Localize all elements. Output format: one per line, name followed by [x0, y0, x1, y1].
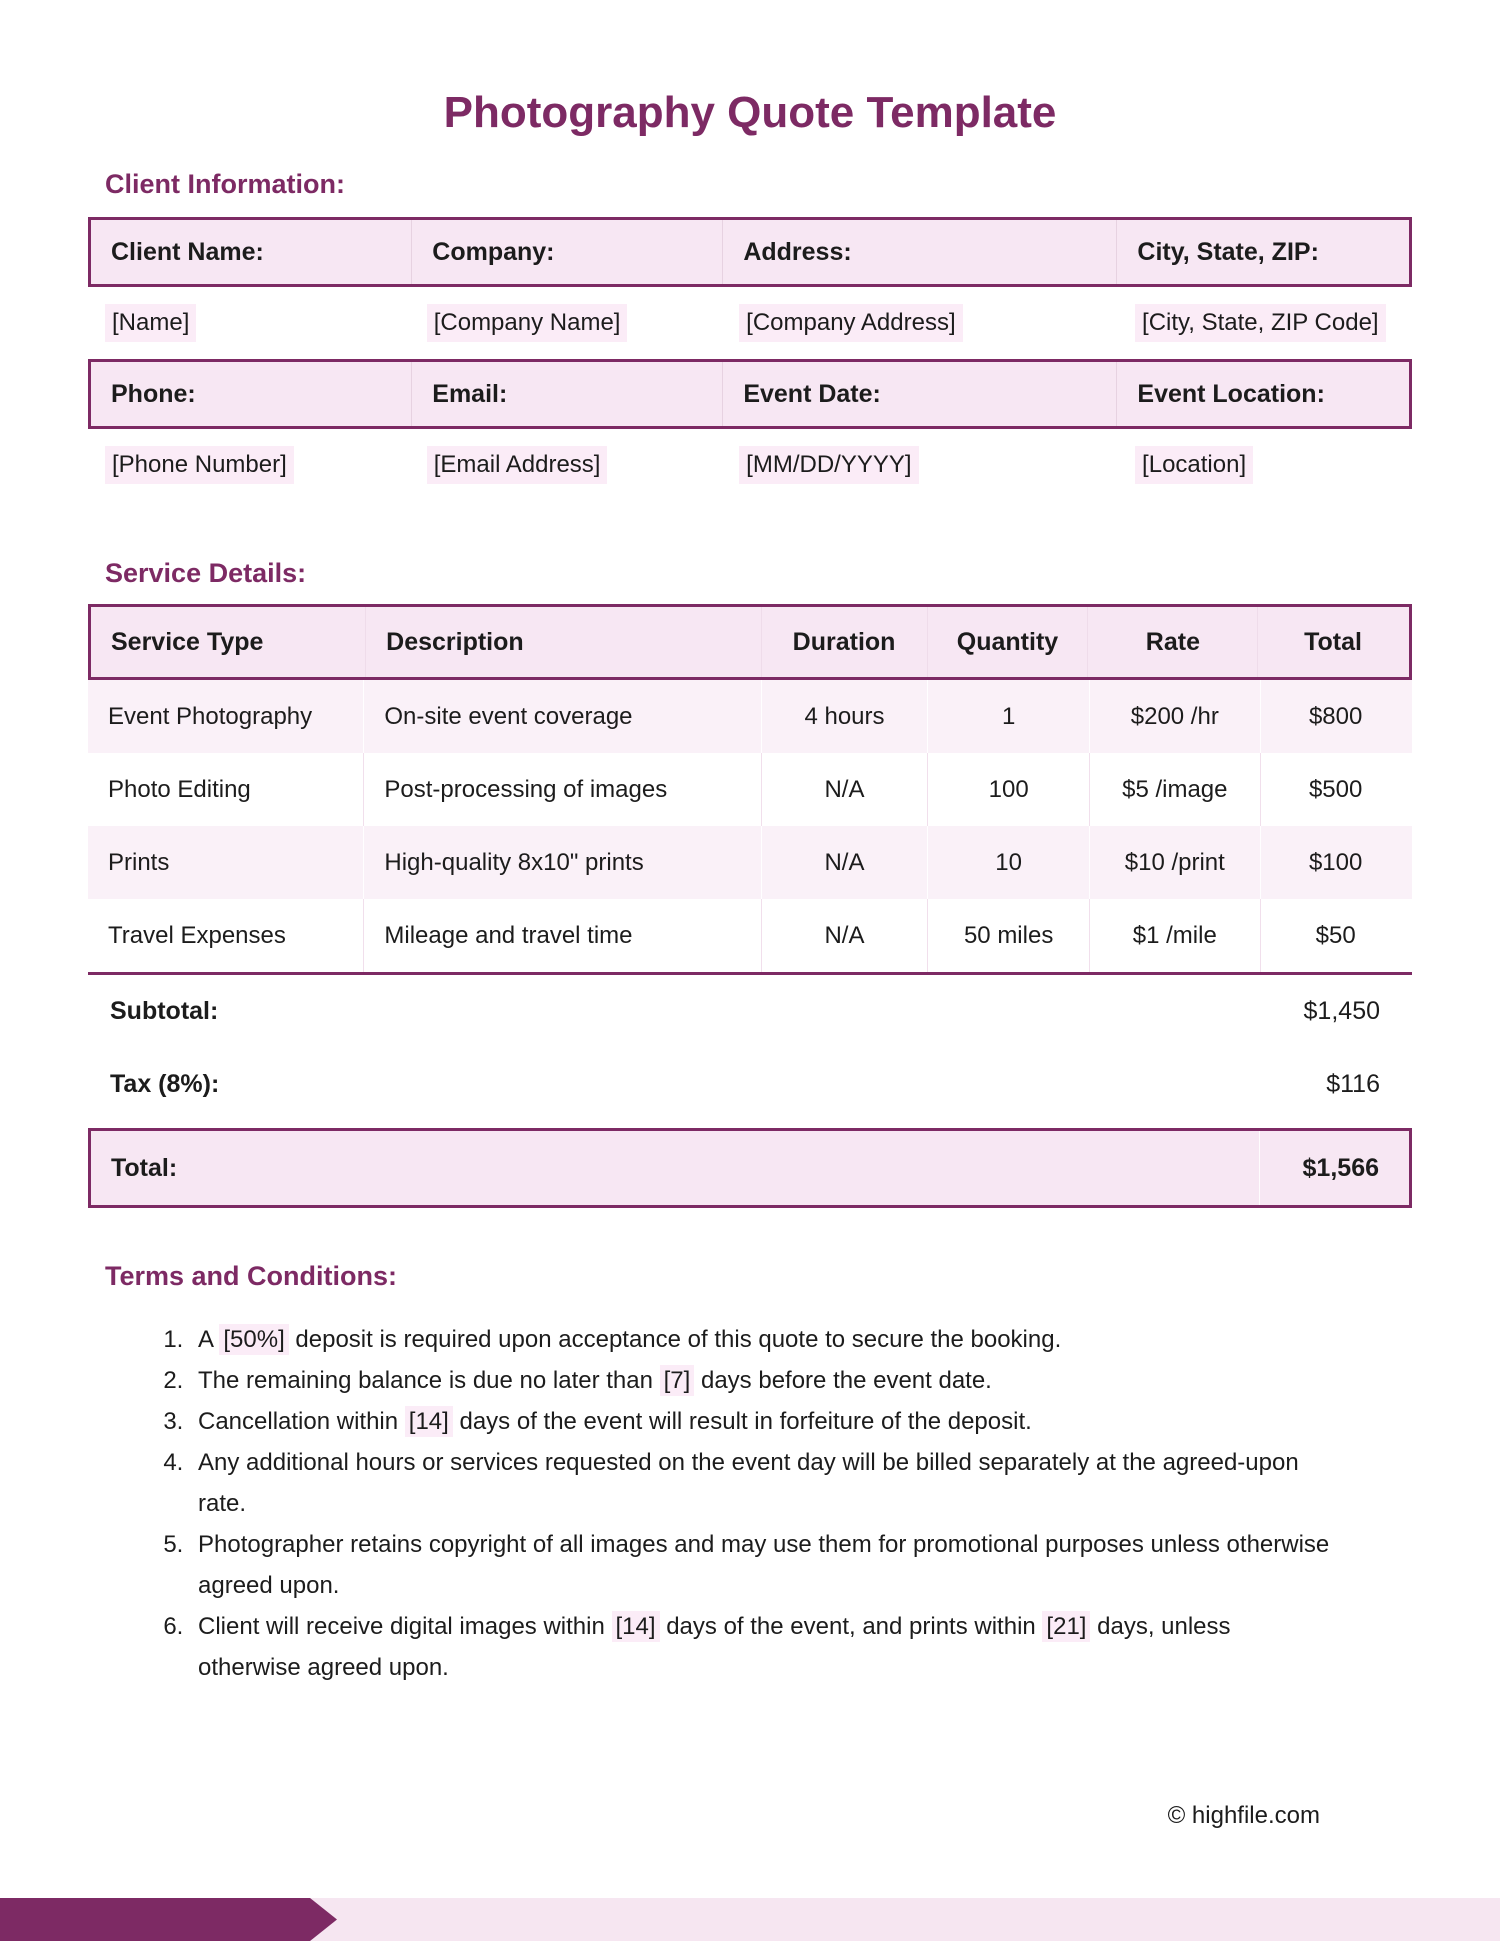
service-column-header: Rate	[1087, 607, 1257, 677]
client-info-heading: Client Information:	[105, 169, 345, 199]
service-cell: $10 /print	[1089, 826, 1260, 899]
terms-text: days of the event will result in forfeiture of the deposit.	[452, 1408, 1032, 1435]
service-cell: Mileage and travel time	[363, 899, 760, 972]
service-cell: 50 miles	[927, 899, 1089, 972]
service-column-header: Total	[1257, 607, 1407, 677]
placeholder-token: [21]	[1042, 1611, 1090, 1642]
total-value: $1,566	[1259, 1131, 1409, 1205]
service-cell: $500	[1260, 753, 1411, 826]
service-cell: 10	[927, 826, 1089, 899]
tax-label: Tax (8%):	[110, 1070, 220, 1098]
service-cell: $1 /mile	[1089, 899, 1260, 972]
service-cell: N/A	[761, 826, 928, 899]
client-info-value-cell	[88, 429, 410, 501]
service-row-2	[88, 753, 1412, 826]
terms-text: Cancellation within	[198, 1408, 405, 1435]
client-info-header-cell: Email:	[411, 362, 722, 426]
placeholder-value: [City, State, ZIP Code]	[1135, 304, 1386, 342]
client-info-header-cell: Client Name:	[111, 237, 264, 266]
terms-text: The remaining balance is due no later than	[198, 1367, 660, 1394]
service-cell: 1	[927, 680, 1089, 753]
client-info-table	[88, 217, 1412, 501]
terms-text: Client will receive digital images within	[198, 1613, 612, 1640]
client-info-value-row-2	[88, 429, 1412, 501]
service-details-heading: Service Details:	[105, 558, 307, 588]
service-row-1	[88, 680, 1412, 753]
client-info-header-row-2	[88, 359, 1412, 429]
client-info-header-cell: Event Date:	[722, 362, 1116, 426]
service-cell: 4 hours	[761, 680, 928, 753]
service-cell: High-quality 8x10" prints	[363, 826, 760, 899]
client-info-header-cell: Company:	[411, 220, 722, 284]
service-cell: $800	[1260, 680, 1411, 753]
client-info-header-cell: Phone:	[111, 379, 196, 408]
terms-item-6	[190, 1606, 1338, 1688]
placeholder-token: [14]	[405, 1406, 453, 1437]
service-cell: $100	[1260, 826, 1411, 899]
service-row-3	[88, 826, 1412, 899]
placeholder-value: [Location]	[1135, 446, 1253, 484]
terms-item-2	[190, 1360, 1338, 1401]
placeholder-value: [Email Address]	[427, 446, 608, 484]
service-cell: $200 /hr	[1089, 680, 1260, 753]
service-row-4	[88, 899, 1412, 972]
page-title: Photography Quote Template	[443, 88, 1057, 137]
placeholder-value: [MM/DD/YYYY]	[739, 446, 918, 484]
terms-list	[88, 1319, 1338, 1688]
service-column-header: Duration	[761, 607, 927, 677]
placeholder-value: [Company Name]	[427, 304, 628, 342]
terms-item-3	[190, 1401, 1338, 1442]
terms-text: Photographer retains copyright of all images and may use them for promotional purposes unless otherwise agreed upon.	[198, 1531, 1330, 1599]
bottom-bar-arrow-shape	[0, 1898, 337, 1941]
tax-value: $116	[1326, 1070, 1380, 1098]
footer-credit: © highfile.com	[1167, 1802, 1320, 1829]
service-table-header-row	[88, 604, 1412, 680]
service-cell: $5 /image	[1089, 753, 1260, 826]
client-info-value-cell	[410, 287, 722, 359]
service-column-header: Description	[365, 607, 760, 677]
client-info-value-cell	[722, 429, 1118, 501]
terms-text: Any additional hours or services requested on the event day will be billed separately at the agreed-upon rate.	[198, 1449, 1299, 1517]
subtotal-value: $1,450	[1303, 997, 1380, 1025]
subtotal-row	[88, 975, 1412, 1048]
placeholder-value: [Company Address]	[739, 304, 962, 342]
service-cell: $50	[1260, 899, 1411, 972]
service-cell: N/A	[761, 753, 928, 826]
terms-text: days, unless otherwise agreed upon.	[198, 1613, 1231, 1681]
bottom-bar	[0, 1898, 1500, 1941]
service-cell: Prints	[108, 848, 170, 876]
terms-text: deposit is required upon acceptance of this quote to secure the booking.	[288, 1326, 1062, 1353]
terms-heading: Terms and Conditions:	[105, 1261, 398, 1291]
subtotal-label: Subtotal:	[110, 997, 219, 1025]
client-info-header-cell: Event Location:	[1116, 362, 1409, 426]
terms-text: A	[198, 1326, 220, 1353]
client-info-header-row-1	[88, 217, 1412, 287]
service-cell: Event Photography	[108, 702, 313, 730]
service-cell: Photo Editing	[108, 775, 251, 803]
placeholder-token: [14]	[612, 1611, 660, 1642]
total-row	[88, 1128, 1412, 1208]
placeholder-token: [50%]	[219, 1324, 288, 1355]
terms-text: days before the event date.	[694, 1367, 992, 1394]
total-label: Total:	[111, 1153, 178, 1182]
service-cell: Post-processing of images	[363, 753, 760, 826]
service-details-table	[88, 604, 1412, 1208]
client-info-value-cell	[410, 429, 722, 501]
terms-item-1	[190, 1319, 1338, 1360]
client-info-value-cell	[88, 287, 410, 359]
service-table-body	[88, 680, 1412, 975]
client-info-value-cell	[722, 287, 1118, 359]
terms-item-5	[190, 1524, 1338, 1606]
client-info-header-cell: City, State, ZIP:	[1116, 220, 1409, 284]
client-info-header-cell: Address:	[722, 220, 1116, 284]
service-cell: N/A	[761, 899, 928, 972]
terms-text: days of the event, and prints within	[659, 1613, 1043, 1640]
client-info-value-cell	[1118, 429, 1412, 501]
service-column-header: Quantity	[927, 607, 1088, 677]
tax-row	[88, 1048, 1412, 1121]
service-cell: 100	[927, 753, 1089, 826]
terms-item-4	[190, 1442, 1338, 1524]
client-info-value-row-1	[88, 287, 1412, 359]
service-column-header: Service Type	[111, 627, 264, 656]
client-info-value-cell	[1118, 287, 1412, 359]
placeholder-value: [Phone Number]	[105, 446, 294, 484]
placeholder-token: [7]	[660, 1365, 695, 1396]
service-cell: Travel Expenses	[108, 921, 286, 949]
service-cell: On-site event coverage	[363, 680, 760, 753]
placeholder-value: [Name]	[105, 304, 196, 342]
